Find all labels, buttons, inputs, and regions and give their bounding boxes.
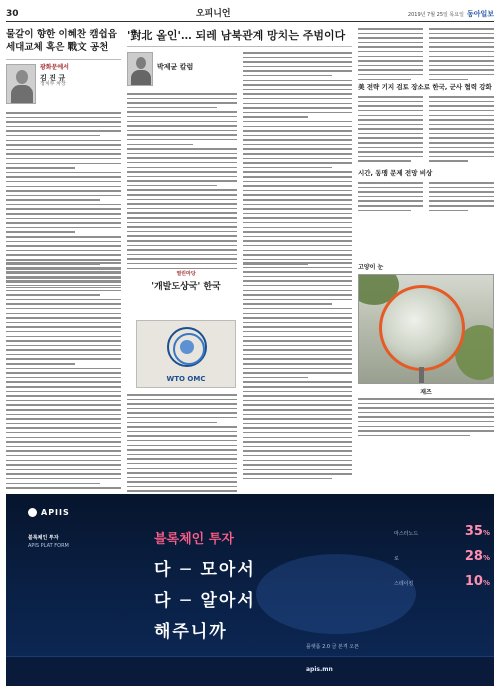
right-body-text-4 [429,96,494,162]
open-forum-title: '개발도상국' 한국 [151,282,221,292]
author-name: 김 진 규 [40,73,66,82]
right-body-text-5 [358,182,423,211]
photo-caption-text [358,398,494,436]
right-body-text-6 [429,182,494,211]
lower-center-text [127,394,237,500]
lower-middle-text [243,262,352,483]
right-body-text-2 [429,28,494,80]
ad-tagline: 블록체인 투자 APIS PLAT FORM [28,535,69,549]
traffic-mirror-photo [358,274,494,384]
ad-platform-note: 플랫폼 2.0 금 본격 오픈 [306,644,359,650]
lower-left-text [6,262,121,492]
photo-tag: 고양이 눈 [358,264,384,271]
ad-logo-icon [28,508,37,517]
right-subheading-2: 시간, 동맹 문제 전망 비상 [358,169,433,178]
advertisement[interactable] [6,494,494,686]
right-subheading-1: 美 전략 기지 검토 장소로 한국, 군사 협력 강화 [358,83,492,92]
wto-logo-text: WTO OMC [166,375,206,383]
cat-eye-photo-block [358,262,494,439]
center-body-text-2 [243,52,352,265]
page-number: 30 [6,9,19,19]
right-column-article [358,28,494,214]
dateline [408,9,494,19]
newspaper-brand: 동아일보 [466,9,494,18]
open-forum-label: 열린마당 [176,271,196,277]
issue-date: 2019년 7월 25일 목요일 [407,11,464,18]
center-body-text-1 [127,93,237,269]
ad-footer [6,644,494,686]
section-title: 오피니언 [195,9,231,19]
column-corner-label: 광화문에서 [40,64,69,71]
wto-logo-icon [167,327,207,367]
ad-rate-row: 스테이킹 10% [394,574,490,589]
left-article-title: 물갈이 향한 이혜찬 캠쉽읍 세대교체 혹은 戰文 공천 [6,29,117,53]
photo-header [358,262,494,271]
ad-headline: 블록체인 투자 다 ─ 모아서 다 ─ 알아서 해주니까 [154,532,256,642]
center-column-article [127,28,352,272]
author-meta [40,64,121,108]
center-body [127,52,352,272]
main-headline: '對北 올인'… 되레 남북관계 망치는 주범이다 [127,28,352,47]
ad-rate-row: 로 28% [394,549,490,564]
right-body [358,28,494,83]
page-masthead [6,4,494,22]
columnist-photo [127,52,153,86]
wto-photo [136,320,236,388]
byline-box [127,52,237,88]
ad-logo: APIIS [28,508,70,517]
left-divider [6,59,121,60]
open-forum-header [136,270,236,310]
right-body-text-3 [358,96,423,162]
convex-mirror-icon [379,285,465,371]
photo-caption-title: 재즈 [420,389,432,396]
author-role: 정치부 차장 [40,81,66,87]
author-photo [6,64,36,104]
ad-url-link[interactable]: apis.mn [306,666,333,673]
right-body-text-1 [358,28,423,80]
ad-rates [394,524,490,599]
ad-rate-row: 마스터노드 35% [394,524,490,539]
columnist-name: 박제균 칼럼 [157,63,194,71]
left-author-box [6,64,121,108]
